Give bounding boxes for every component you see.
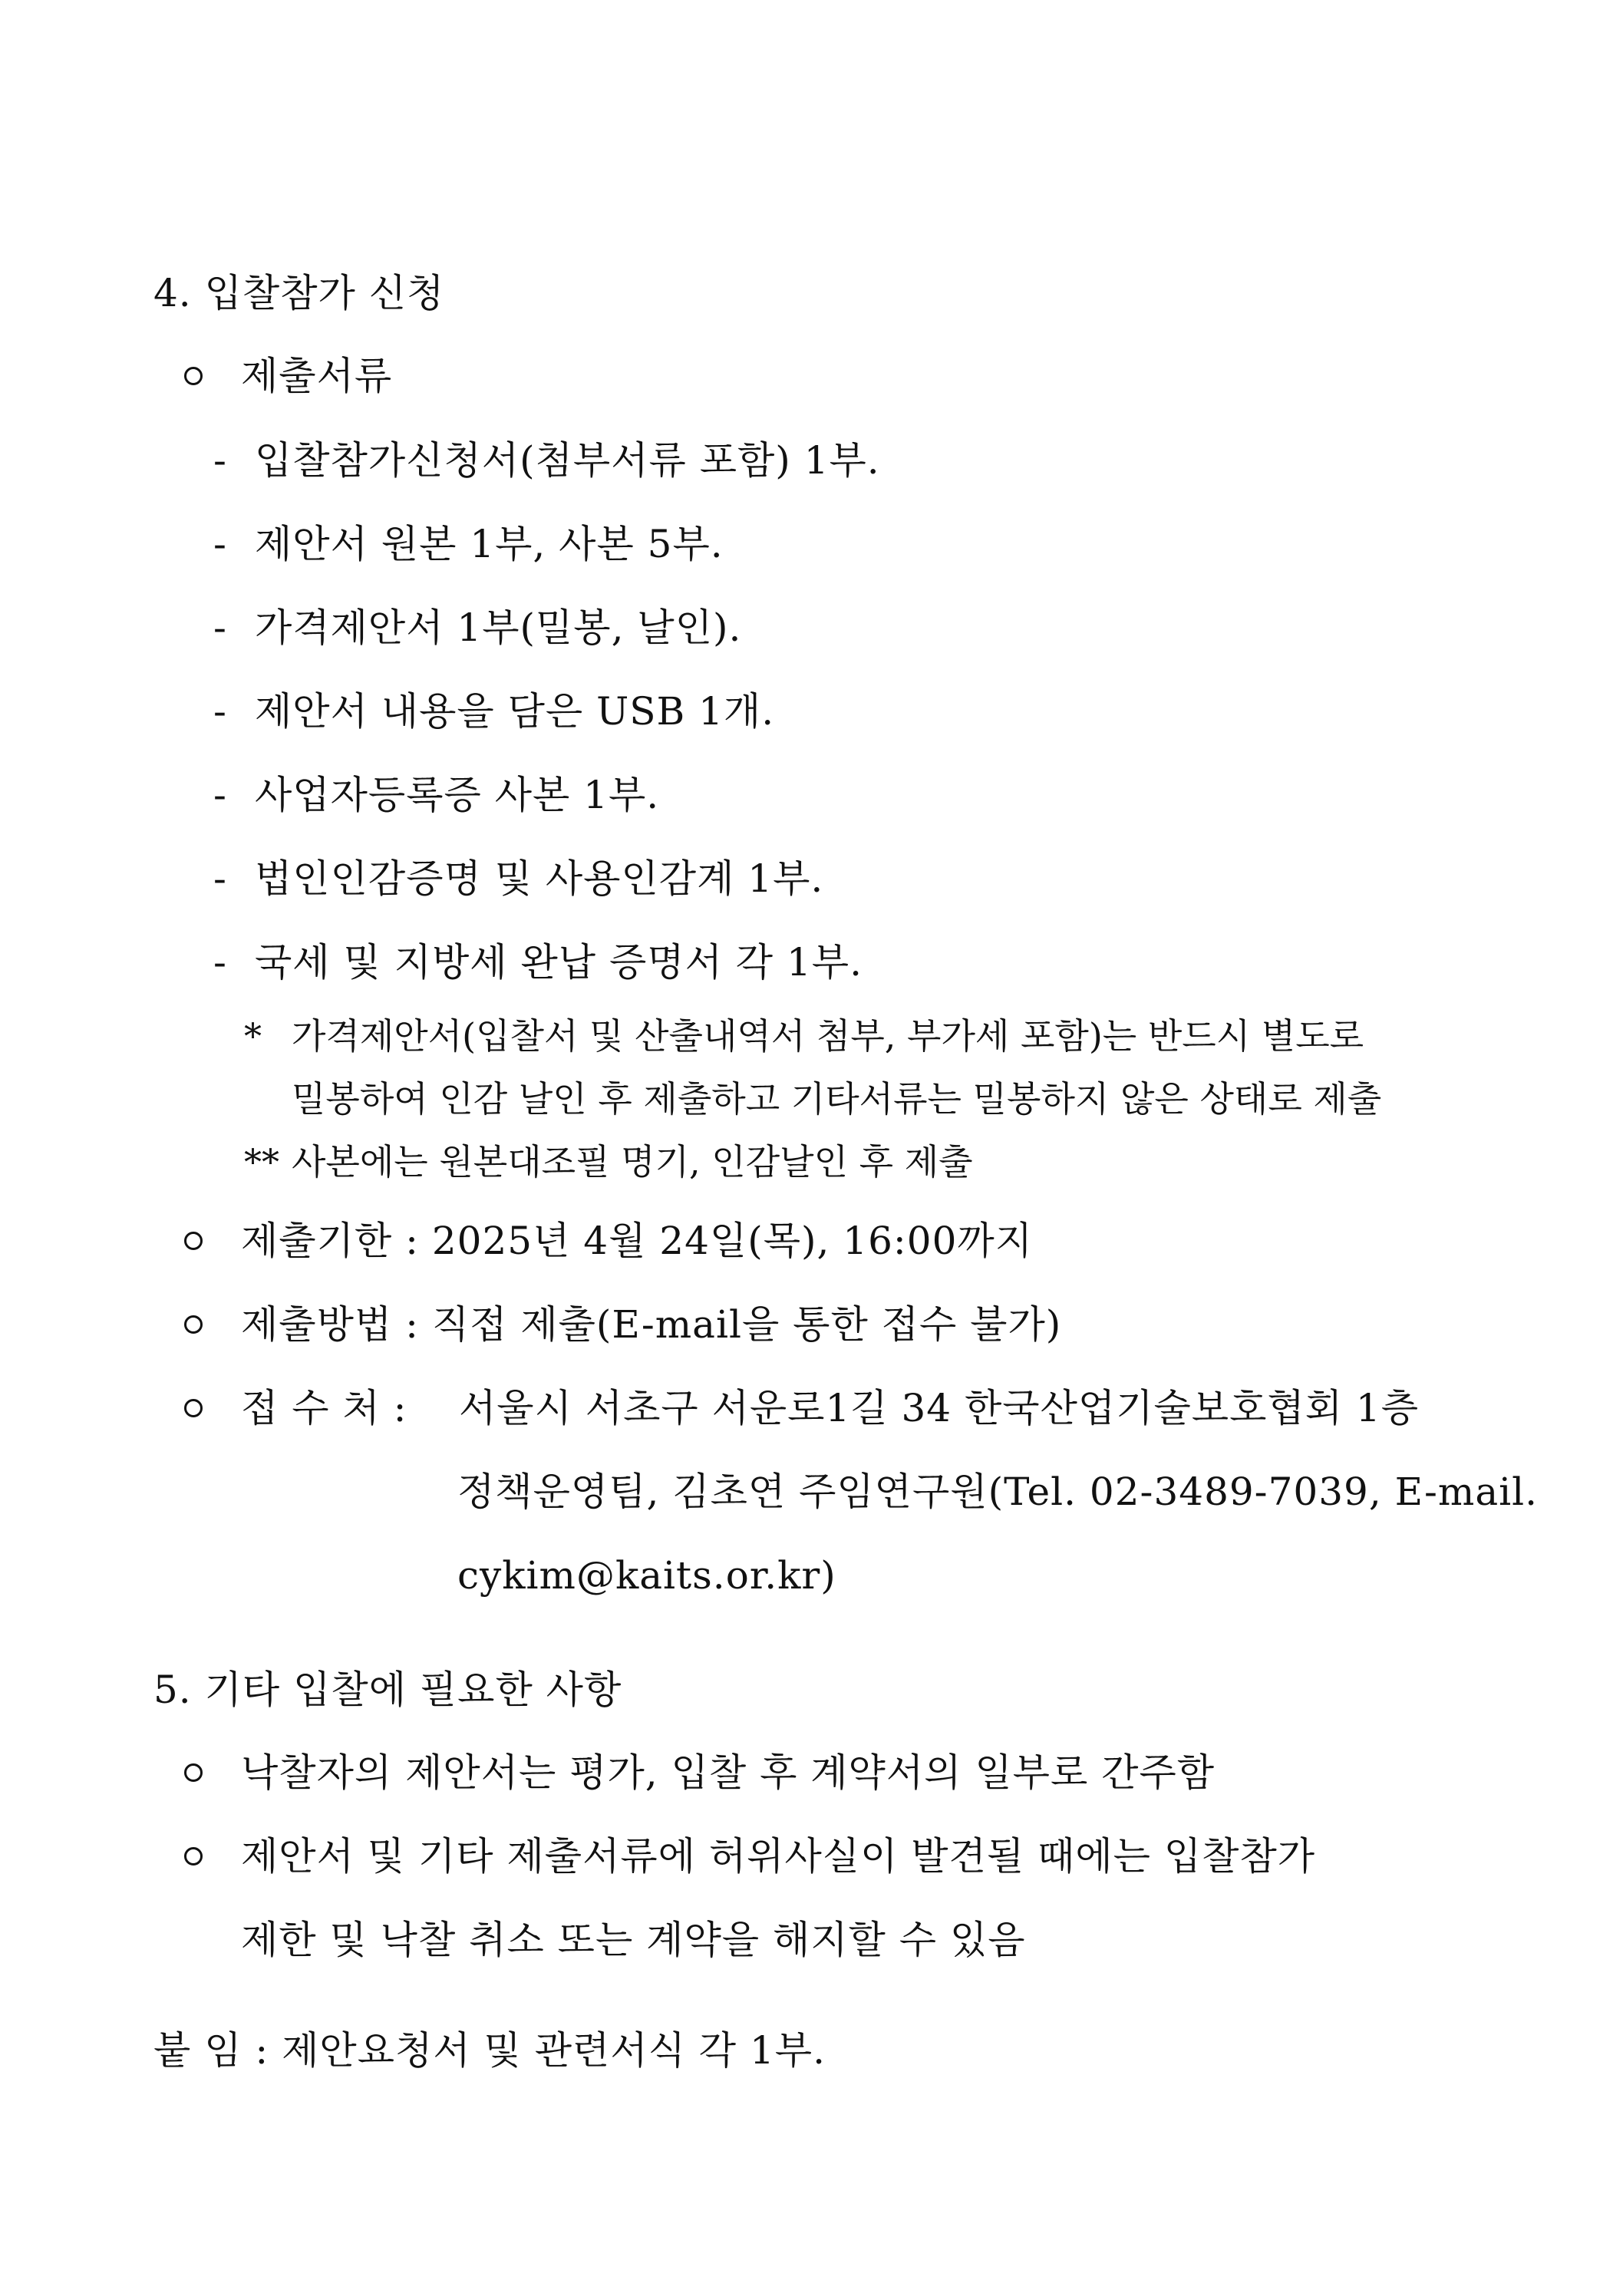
reception-label: 접 수 처 :: [241, 1386, 407, 1430]
list-item: - 입찰참가신청서(첨부서류 포함) 1부.: [213, 438, 880, 483]
reception-address: 서울시 서초구 서운로1길 34 한국산업기술보호협회 1층: [459, 1386, 1420, 1430]
section5-item-2: 제안서 및 기타 제출서류에 허위사실이 발견될 때에는 입찰참가: [184, 1832, 1315, 1881]
list-item: - 사업자등록증 사본 1부.: [213, 773, 660, 817]
list-item: - 제안서 내용을 담은 USB 1개.: [213, 689, 775, 734]
circle-bullet-icon: [184, 1847, 203, 1866]
circle-bullet-icon: [184, 1763, 203, 1782]
method-row: [184, 1300, 1061, 1349]
section5-heading: 5. 기타 입찰에 필요한 사항: [153, 1668, 622, 1712]
section5-item-1: 낙찰자의 제안서는 평가, 입찰 후 계약서의 일부로 간주함: [184, 1748, 1215, 1797]
list-item: - 제안서 원본 1부, 사본 5부.: [213, 522, 724, 566]
reception-row: [184, 1384, 1419, 1433]
section4-heading: 4. 입찰참가 신청: [153, 271, 445, 315]
list-item: - 법인인감증명 및 사용인감계 1부.: [213, 856, 824, 901]
note-1: * 가격제안서(입찰서 및 산출내역서 첨부, 부가세 포함)는 반드시 별도로: [244, 1015, 1364, 1057]
list-item: - 가격제안서 1부(밀봉, 날인).: [213, 605, 742, 650]
docs-title: 제출서류: [241, 354, 393, 398]
method-text: 제출방법 : 직접 제출(E-mail을 통한 접수 불가): [241, 1302, 1062, 1347]
circle-bullet-icon: [184, 1399, 203, 1417]
attachment-line: 붙 임 : 제안요청서 및 관련서식 각 1부.: [153, 2028, 826, 2073]
reception-contact: 정책운영팀, 김초연 주임연구원(Tel. 02-3489-7039, E-mail.: [457, 1470, 1539, 1514]
circle-bullet-icon: [184, 367, 203, 385]
list-item: - 국세 및 지방세 완납 증명서 각 1부.: [213, 940, 863, 985]
docs-title-row: [184, 351, 392, 401]
circle-bullet-icon: [184, 1232, 203, 1250]
deadline-text: 제출기한 : 2025년 4월 24일(목), 16:00까지: [241, 1219, 1033, 1263]
reception-email: cykim@kaits.or.kr): [457, 1553, 836, 1598]
note-1-cont: 밀봉하여 인감 날인 후 제출하고 기타서류는 밀봉하지 않은 상태로 제출: [292, 1078, 1382, 1120]
circle-bullet-icon: [184, 1315, 203, 1334]
note-2: ** 사본에는 원본대조필 명기, 인감날인 후 제출: [244, 1141, 973, 1183]
deadline-row: [184, 1216, 1033, 1265]
section5-item-2-cont: 제한 및 낙찰 취소 또는 계약을 해지할 수 있음: [241, 1918, 1026, 1962]
